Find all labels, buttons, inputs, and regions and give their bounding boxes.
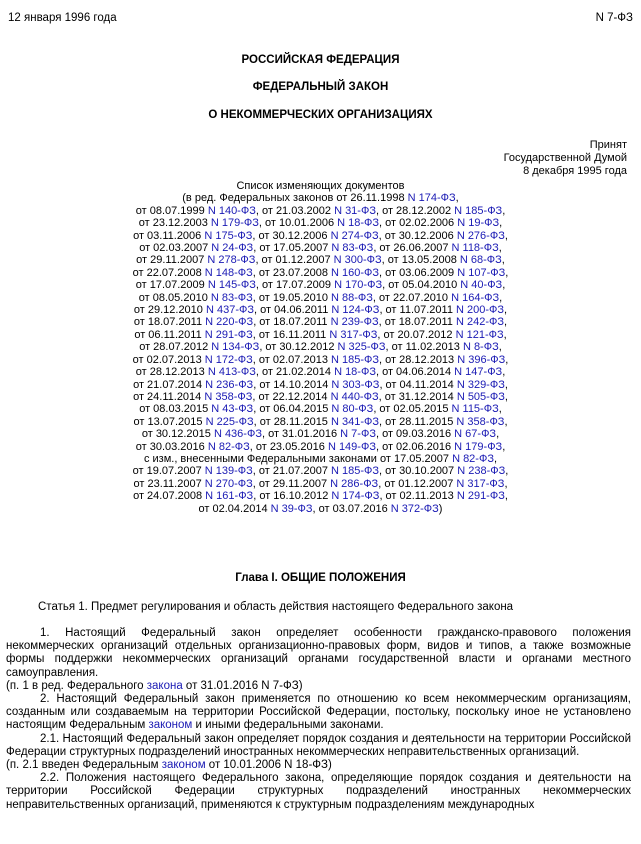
text-fragment: 2.1. Настоящий Федеральный закон определяет порядок создания и деятельности на территории Российской Федерации структурных подразделений иностранных некоммерческих неправительственных организаций.: [6, 732, 631, 758]
law-reference-link[interactable]: N 68-ФЗ: [459, 254, 502, 267]
law-reference-link[interactable]: N 341-ФЗ: [331, 415, 380, 428]
text-fragment: ,: [499, 217, 503, 230]
text-fragment: , от 30.12.2006: [378, 229, 457, 242]
text-fragment: , от 09.03.2016: [375, 428, 455, 441]
text-fragment: ,: [504, 229, 508, 242]
text-fragment: , от 11.07.2011: [379, 304, 456, 317]
article-paragraph: [6, 772, 631, 812]
text-fragment: , от 28.11.2015: [379, 415, 457, 428]
document-header: [8, 12, 633, 25]
amendment-line: [0, 416, 641, 428]
law-reference-link[interactable]: N 291-ФЗ: [204, 328, 253, 341]
amendment-line: [0, 267, 641, 279]
text-fragment: ,: [504, 477, 508, 490]
text-fragment: от 13.07.2015: [133, 415, 206, 428]
law-reference-link[interactable]: N 185-ФЗ: [331, 465, 380, 478]
amendment-line: [0, 366, 641, 378]
text-fragment: ,: [505, 353, 509, 366]
text-fragment: , от 02.05.2015: [373, 403, 452, 416]
amendment-line: [0, 192, 641, 204]
text-fragment: от 30.12.2015: [141, 428, 214, 441]
text-fragment: , от 23.07.2008: [252, 266, 331, 279]
law-reference-link[interactable]: N 329-ФЗ: [456, 378, 505, 391]
law-reference-link[interactable]: N 317-ФЗ: [456, 477, 505, 490]
amendments-title: Список изменяющих документов: [236, 180, 405, 192]
amendment-line: [0, 428, 641, 440]
text-fragment: , от 01.12.2007: [255, 254, 334, 267]
text-fragment: , от 22.12.2014: [252, 390, 331, 403]
law-reference-link[interactable]: N 18-ФЗ: [334, 366, 376, 379]
amendment-line: [0, 242, 641, 254]
law-reference-link[interactable]: N 80-ФЗ: [331, 403, 374, 416]
header-law-number: N 7-ФЗ: [595, 12, 633, 24]
law-reference-link[interactable]: N 83-ФЗ: [331, 242, 374, 255]
law-reference-link[interactable]: N 174-ФЗ: [407, 192, 456, 205]
law-reference-link[interactable]: N 147-ФЗ: [454, 366, 503, 379]
law-reference-link[interactable]: N 18-ФЗ: [337, 217, 380, 230]
text-fragment: , от 22.07.2010: [372, 291, 452, 304]
text-fragment: , от 18.07.2011: [253, 316, 331, 329]
law-reference-link[interactable]: N 161-ФЗ: [205, 490, 254, 503]
text-fragment: , от 28.12.2013: [379, 353, 458, 366]
law-reference-link[interactable]: закона: [146, 679, 183, 692]
law-reference-link[interactable]: N 179-ФЗ: [454, 440, 503, 453]
law-reference-link[interactable]: N 239-ФЗ: [330, 316, 379, 329]
amendment-line: [0, 230, 641, 242]
text-fragment: ,: [505, 266, 509, 279]
amendment-line: [0, 453, 641, 465]
accepted-line: Государственной Думой: [503, 152, 627, 164]
text-fragment: , от 16.11.2011: [252, 328, 330, 341]
text-fragment: , от 04.06.2014: [375, 366, 455, 379]
amendment-line: [0, 379, 641, 391]
law-reference-link[interactable]: N 31-ФЗ: [334, 204, 376, 217]
law-reference-link[interactable]: N 67-ФЗ: [454, 428, 497, 441]
text-fragment: , от 04.06.2011: [254, 304, 332, 317]
text-fragment: от 29.12.2010: [133, 304, 206, 317]
law-reference-link[interactable]: N 437-ФЗ: [205, 304, 255, 317]
text-fragment: , от 06.04.2015: [253, 403, 332, 416]
text-fragment: ,: [504, 304, 508, 317]
title-law-name: О НЕКОММЕРЧЕСКИХ ОРГАНИЗАЦИЯХ: [208, 109, 433, 121]
law-reference-link[interactable]: N 185-ФЗ: [331, 353, 380, 366]
text-fragment: ,: [505, 465, 509, 478]
amendment-line: [0, 205, 641, 217]
law-reference-link[interactable]: N 238-ФЗ: [457, 465, 506, 478]
accepted-line: Принят: [589, 139, 627, 151]
text-fragment: , от 28.11.2015: [253, 415, 331, 428]
text-fragment: ,: [504, 316, 508, 329]
text-fragment: ,: [502, 440, 506, 453]
law-reference-link[interactable]: N 220-ФЗ: [205, 316, 254, 329]
law-reference-link[interactable]: N 270-ФЗ: [204, 477, 253, 490]
text-fragment: , от 31.12.2014: [378, 390, 457, 403]
text-fragment: от 28.07.2012: [139, 341, 212, 354]
law-reference-link[interactable]: N 396-ФЗ: [457, 353, 506, 366]
text-fragment: от 08.03.2015: [139, 403, 212, 416]
law-reference-link[interactable]: законом: [161, 759, 206, 772]
amendment-line: [0, 279, 641, 291]
text-fragment: , от 30.10.2007: [379, 465, 458, 478]
text-fragment: от 08.07.1999: [135, 204, 208, 217]
text-fragment: ,: [496, 428, 500, 441]
law-reference-link[interactable]: N 303-ФЗ: [331, 378, 380, 391]
law-reference-link[interactable]: N 139-ФЗ: [204, 465, 253, 478]
law-reference-link[interactable]: N 118-ФЗ: [451, 242, 499, 255]
accepted-block: [504, 139, 627, 178]
law-reference-link[interactable]: N 19-ФЗ: [457, 217, 500, 230]
text-fragment: , от 30.12.2012: [259, 341, 338, 354]
text-fragment: , от 28.12.2002: [375, 204, 455, 217]
law-reference-link[interactable]: законом: [148, 719, 193, 732]
article-paragraph: [6, 627, 631, 680]
law-reference-link[interactable]: N 242-ФЗ: [456, 316, 505, 329]
text-fragment: , от 21.07.2007: [252, 465, 331, 478]
law-reference-link[interactable]: N 325-ФЗ: [337, 341, 386, 354]
amendment-line: [0, 403, 641, 415]
text-fragment: ,: [502, 279, 506, 292]
law-reference-link[interactable]: N 413-ФЗ: [207, 366, 256, 379]
text-fragment: ,: [503, 328, 507, 341]
law-reference-link[interactable]: N 225-ФЗ: [205, 415, 254, 428]
text-fragment: , от 03.07.2016: [312, 502, 391, 515]
text-fragment: , от 16.10.2012: [253, 490, 332, 503]
law-reference-link[interactable]: N 276-ФЗ: [456, 229, 505, 242]
amendment-line: [0, 391, 641, 403]
text-fragment: ,: [498, 242, 502, 255]
text-fragment: 2.2. Положения настоящего Федерального закона, определяющие порядок создания и деятельности на территории Российской Федерации структурных подразделений иностранных некоммерческих неправительственных организаций, применяются к структурным подразделениям международных: [6, 772, 631, 811]
law-reference-link[interactable]: N 274-ФЗ: [330, 229, 379, 242]
law-reference-link[interactable]: N 7-ФЗ: [340, 428, 376, 441]
law-reference-link[interactable]: N 88-ФЗ: [331, 291, 373, 304]
text-fragment: , от 29.11.2007: [252, 477, 331, 490]
law-reference-link[interactable]: N 185-ФЗ: [454, 204, 503, 217]
text-fragment: от 02.04.2014: [198, 502, 271, 515]
law-reference-link[interactable]: N 40-ФЗ: [460, 279, 503, 292]
text-fragment: , от 02.06.2016: [375, 440, 455, 453]
law-reference-link[interactable]: N 149-ФЗ: [327, 440, 376, 453]
text-fragment: от 02.07.2013: [132, 353, 205, 366]
text-fragment: , от 02.02.2006: [379, 217, 458, 230]
amendment-line: [0, 441, 641, 453]
text-fragment: ,: [499, 291, 503, 304]
text-fragment: , от 21.02.2014: [255, 366, 335, 379]
amendment-line: [0, 341, 641, 353]
law-reference-link[interactable]: N 236-ФЗ: [205, 378, 254, 391]
text-fragment: ,: [504, 490, 508, 503]
article-paragraph: [6, 693, 631, 733]
law-reference-link[interactable]: N 286-ФЗ: [330, 477, 379, 490]
text-fragment: (п. 1 в ред. Федерального: [6, 679, 147, 692]
text-fragment: (в ред. Федеральных законов от 26.11.1998: [182, 192, 408, 205]
text-fragment: , от 18.07.2011: [378, 316, 456, 329]
text-fragment: от 02.03.2007: [139, 242, 212, 255]
text-fragment: с изм., внесенными Федеральными законами от 17.05.2007: [143, 452, 453, 465]
text-fragment: ,: [504, 378, 508, 391]
text-fragment: , от 17.07.2009: [255, 279, 335, 292]
text-fragment: от 23.12.2003: [138, 217, 211, 230]
header-date: 12 января 1996 года: [8, 12, 117, 24]
text-fragment: , от 23.05.2016: [249, 440, 328, 453]
amendment-line: [0, 465, 641, 477]
text-fragment: от 19.07.2007: [132, 465, 205, 478]
text-fragment: ,: [455, 192, 459, 205]
text-fragment: , от 01.12.2007: [378, 477, 457, 490]
law-reference-link[interactable]: N 83-ФЗ: [210, 291, 253, 304]
amendment-line: [0, 292, 641, 304]
law-reference-link[interactable]: N 82-ФЗ: [452, 452, 494, 465]
article-paragraph: [6, 733, 631, 759]
law-reference-link[interactable]: N 170-ФЗ: [334, 279, 383, 292]
article-paragraph: [6, 680, 631, 693]
text-fragment: ,: [493, 452, 498, 465]
text-fragment: от 06.11.2011: [134, 328, 205, 341]
amendment-line: [0, 354, 641, 366]
text-fragment: , от 21.03.2002: [255, 204, 335, 217]
text-fragment: от 24.11.2014: [133, 390, 205, 403]
law-reference-link[interactable]: N 200-ФЗ: [456, 304, 505, 317]
text-fragment: , от 04.11.2014: [379, 378, 457, 391]
text-fragment: от 18.07.2011: [133, 316, 206, 329]
amendment-line: [0, 478, 641, 490]
text-fragment: от 31.01.2016 N 7-ФЗ): [182, 679, 303, 692]
amendment-line: [0, 503, 641, 515]
text-fragment: , от 10.01.2006: [258, 217, 338, 230]
law-reference-link[interactable]: N 121-ФЗ: [455, 328, 504, 341]
article-paragraph: [6, 759, 631, 772]
law-reference-link[interactable]: N 148-ФЗ: [204, 266, 253, 279]
law-reference-link[interactable]: N 134-ФЗ: [211, 341, 260, 354]
amendment-line: [0, 329, 641, 341]
law-reference-link[interactable]: N 140-ФЗ: [207, 204, 256, 217]
law-reference-link[interactable]: N 317-ФЗ: [329, 328, 378, 341]
law-reference-link[interactable]: N 82-ФЗ: [207, 440, 250, 453]
law-reference-link[interactable]: N 358-ФЗ: [456, 415, 505, 428]
text-fragment: , от 31.01.2016: [261, 428, 341, 441]
text-fragment: от 29.11.2007: [136, 254, 208, 267]
law-reference-link[interactable]: N 174-ФЗ: [331, 490, 380, 503]
text-fragment: от 21.07.2014: [133, 378, 206, 391]
text-fragment: , от 14.10.2014: [253, 378, 332, 391]
text-fragment: 2. Настоящий Федеральный закон применяется по отношению ко всем некоммерческим организациям, созданным или создаваемым на территории Российской Федерации, постольку, поскольку иное не установлено настоящим Федеральным: [6, 693, 631, 732]
text-fragment: от 23.11.2007: [133, 477, 205, 490]
text-fragment: ,: [504, 390, 508, 403]
law-reference-link[interactable]: N 175-ФЗ: [204, 229, 253, 242]
text-fragment: от 30.03.2016: [135, 440, 208, 453]
text-fragment: , от 20.07.2012: [377, 328, 456, 341]
text-fragment: (п. 2.1 введен Федеральным: [6, 759, 162, 772]
text-fragment: ,: [504, 415, 508, 428]
text-fragment: от 28.12.2013: [135, 366, 208, 379]
law-reference-link[interactable]: N 145-ФЗ: [207, 279, 256, 292]
amendment-line: [0, 490, 641, 502]
text-fragment: от 22.07.2008: [132, 266, 205, 279]
text-fragment: ,: [502, 366, 506, 379]
amendment-line: [0, 316, 641, 328]
law-reference-link[interactable]: N 505-ФЗ: [456, 390, 505, 403]
text-fragment: , от 30.12.2006: [252, 229, 331, 242]
text-fragment: , от 17.05.2007: [253, 242, 332, 255]
text-fragment: от 08.05.2010: [138, 291, 211, 304]
text-fragment: ,: [498, 341, 502, 354]
law-reference-link[interactable]: N 107-ФЗ: [457, 266, 506, 279]
amendment-line: [0, 217, 641, 229]
chapter-heading: Глава I. ОБЩИЕ ПОЛОЖЕНИЯ: [235, 572, 406, 584]
text-fragment: , от 26.06.2007: [373, 242, 452, 255]
title-country: РОССИЙСКАЯ ФЕДЕРАЦИЯ: [241, 54, 400, 66]
text-fragment: , от 03.06.2009: [379, 266, 458, 279]
law-reference-link[interactable]: N 43-ФЗ: [211, 403, 254, 416]
law-reference-link[interactable]: N 179-ФЗ: [210, 217, 259, 230]
text-fragment: 1. Настоящий Федеральный закон определяет особенности гражданско-правового положения некоммерческих организаций отдельных организационно-правовых форм, видов и типов, а также возможные формы поддержки некоммерческих организаций органами государственной власти и органами местного самоуправления.: [6, 627, 631, 679]
law-reference-link[interactable]: N 8-ФЗ: [462, 341, 499, 354]
amendment-line: [0, 254, 641, 266]
amendments-list: [0, 180, 641, 515]
text-fragment: от 17.07.2009: [135, 279, 208, 292]
article-heading: Статья 1. Предмет регулирования и область действия настоящего Федерального закона: [38, 601, 514, 613]
text-fragment: от 10.01.2006 N 18-ФЗ): [205, 759, 332, 772]
text-fragment: , от 11.02.2013: [385, 341, 463, 354]
text-fragment: , от 05.04.2010: [382, 279, 461, 292]
law-reference-link[interactable]: N 164-ФЗ: [451, 291, 500, 304]
law-reference-link[interactable]: N 24-ФЗ: [211, 242, 254, 255]
text-fragment: от 24.07.2008: [133, 490, 206, 503]
text-fragment: , от 02.11.2013: [379, 490, 457, 503]
text-fragment: ): [438, 502, 443, 515]
law-reference-link[interactable]: N 358-ФЗ: [204, 390, 253, 403]
law-reference-link[interactable]: N 278-ФЗ: [207, 254, 256, 267]
text-fragment: от 03.11.2006: [133, 229, 205, 242]
law-reference-link[interactable]: N 300-ФЗ: [333, 254, 382, 267]
amendment-line: [0, 304, 641, 316]
title-law-type: ФЕДЕРАЛЬНЫЙ ЗАКОН: [252, 81, 389, 93]
text-fragment: ,: [501, 254, 505, 267]
text-fragment: ,: [502, 204, 506, 217]
law-reference-link[interactable]: N 436-ФЗ: [213, 428, 262, 441]
law-reference-link[interactable]: N 440-ФЗ: [330, 390, 379, 403]
text-fragment: , от 02.07.2013: [252, 353, 331, 366]
text-fragment: , от 19.05.2010: [252, 291, 331, 304]
article-body: [6, 627, 631, 812]
law-reference-link[interactable]: N 372-ФЗ: [390, 502, 439, 515]
law-reference-link[interactable]: N 160-ФЗ: [331, 266, 380, 279]
text-fragment: и иными федеральными законами.: [192, 719, 384, 732]
text-fragment: , от 13.05.2008: [381, 254, 460, 267]
law-reference-link[interactable]: N 115-ФЗ: [451, 403, 499, 416]
law-reference-link[interactable]: N 291-ФЗ: [456, 490, 505, 503]
law-reference-link[interactable]: N 124-ФЗ: [331, 304, 380, 317]
law-reference-link[interactable]: N 39-ФЗ: [270, 502, 313, 515]
law-reference-link[interactable]: N 172-ФЗ: [204, 353, 253, 366]
accepted-line: 8 декабря 1995 года: [523, 165, 627, 177]
text-fragment: ,: [498, 403, 502, 416]
